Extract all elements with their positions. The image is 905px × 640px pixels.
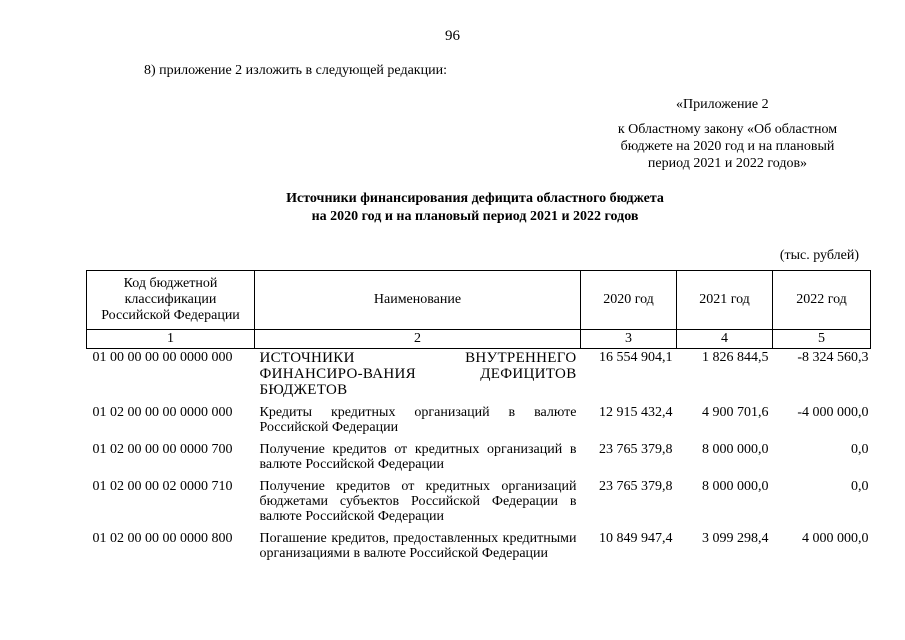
header-2021: 2021 год bbox=[677, 271, 773, 330]
row-value-2020: 16 554 904,1 bbox=[599, 350, 673, 365]
row-code: 01 02 00 00 00 0000 800 bbox=[92, 531, 233, 546]
column-number-row bbox=[87, 330, 871, 349]
column-number: 5 bbox=[773, 330, 871, 349]
column-number: 4 bbox=[677, 330, 773, 349]
intro-text: 8) приложение 2 изложить в следующей редакции: bbox=[144, 63, 447, 78]
appendix-ref-line: к Областному закону «Об областном bbox=[617, 122, 838, 137]
row-name: Кредиты кредитных организаций в валюте Российской Федерации bbox=[259, 405, 577, 435]
row-value-2022: 0,0 bbox=[851, 479, 869, 494]
document-title bbox=[0, 190, 905, 226]
table-row bbox=[87, 404, 871, 441]
header-2022: 2022 год bbox=[773, 271, 871, 330]
appendix-title: «Приложение 2 bbox=[676, 97, 769, 112]
page-number: 96 bbox=[445, 28, 460, 44]
row-name: ИСТОЧНИКИ ВНУТРЕННЕГО ФИНАНСИРО-ВАНИЯ ДЕФИЦИТОВ БЮДЖЕТОВ bbox=[259, 350, 577, 398]
row-value-2021: 8 000 000,0 bbox=[702, 442, 769, 457]
row-value-2020: 10 849 947,4 bbox=[599, 531, 673, 546]
row-value-2021: 8 000 000,0 bbox=[702, 479, 769, 494]
header-name: Наименование bbox=[255, 271, 581, 330]
header-code-line: Код бюджетной bbox=[123, 276, 218, 291]
table-row bbox=[87, 441, 871, 478]
financing-sources-table bbox=[86, 270, 871, 567]
header-code bbox=[87, 271, 255, 330]
row-value-2020: 23 765 379,8 bbox=[599, 479, 673, 494]
header-code-line: Российской Федерации bbox=[101, 308, 240, 323]
document-title-line: Источники финансирования дефицита областного бюджета bbox=[286, 191, 664, 206]
row-code: 01 02 00 00 02 0000 710 bbox=[92, 479, 233, 494]
row-name: Получение кредитов от кредитных организаций бюджетами субъектов Российской Федерации в валюте Российской Федерации bbox=[259, 479, 577, 524]
table-header-row bbox=[87, 271, 871, 330]
table-row bbox=[87, 349, 871, 405]
appendix-ref-line: бюджете на 2020 год и на плановый bbox=[620, 139, 835, 154]
column-number: 3 bbox=[581, 330, 677, 349]
row-value-2020: 23 765 379,8 bbox=[599, 442, 673, 457]
row-value-2022: 4 000 000,0 bbox=[802, 531, 869, 546]
row-value-2020: 12 915 432,4 bbox=[599, 405, 673, 420]
row-code: 01 02 00 00 00 0000 000 bbox=[92, 405, 233, 420]
row-value-2021: 3 099 298,4 bbox=[702, 531, 769, 546]
row-name: Получение кредитов от кредитных организаций в валюте Российской Федерации bbox=[259, 442, 577, 472]
row-value-2022: 0,0 bbox=[851, 442, 869, 457]
appendix-ref-line: период 2021 и 2022 годов» bbox=[647, 156, 808, 171]
row-value-2022: -4 000 000,0 bbox=[797, 405, 869, 420]
document-title-line: на 2020 год и на плановый период 2021 и 2022 годов bbox=[311, 209, 639, 224]
row-value-2021: 1 826 844,5 bbox=[702, 350, 769, 365]
header-2020: 2020 год bbox=[581, 271, 677, 330]
units-label: (тыс. рублей) bbox=[779, 248, 859, 263]
appendix-reference bbox=[600, 121, 855, 172]
row-value-2021: 4 900 701,6 bbox=[702, 405, 769, 420]
row-value-2022: -8 324 560,3 bbox=[797, 350, 869, 365]
row-code: 01 02 00 00 00 0000 700 bbox=[92, 442, 233, 457]
column-number: 2 bbox=[255, 330, 581, 349]
table-row bbox=[87, 478, 871, 530]
header-code-line: классификации bbox=[124, 292, 217, 307]
row-code: 01 00 00 00 00 0000 000 bbox=[92, 350, 233, 365]
column-number: 1 bbox=[87, 330, 255, 349]
row-name: Погашение кредитов, предоставленных кредитными организациями в валюте Российской Федерации bbox=[259, 531, 577, 561]
table-row bbox=[87, 530, 871, 567]
